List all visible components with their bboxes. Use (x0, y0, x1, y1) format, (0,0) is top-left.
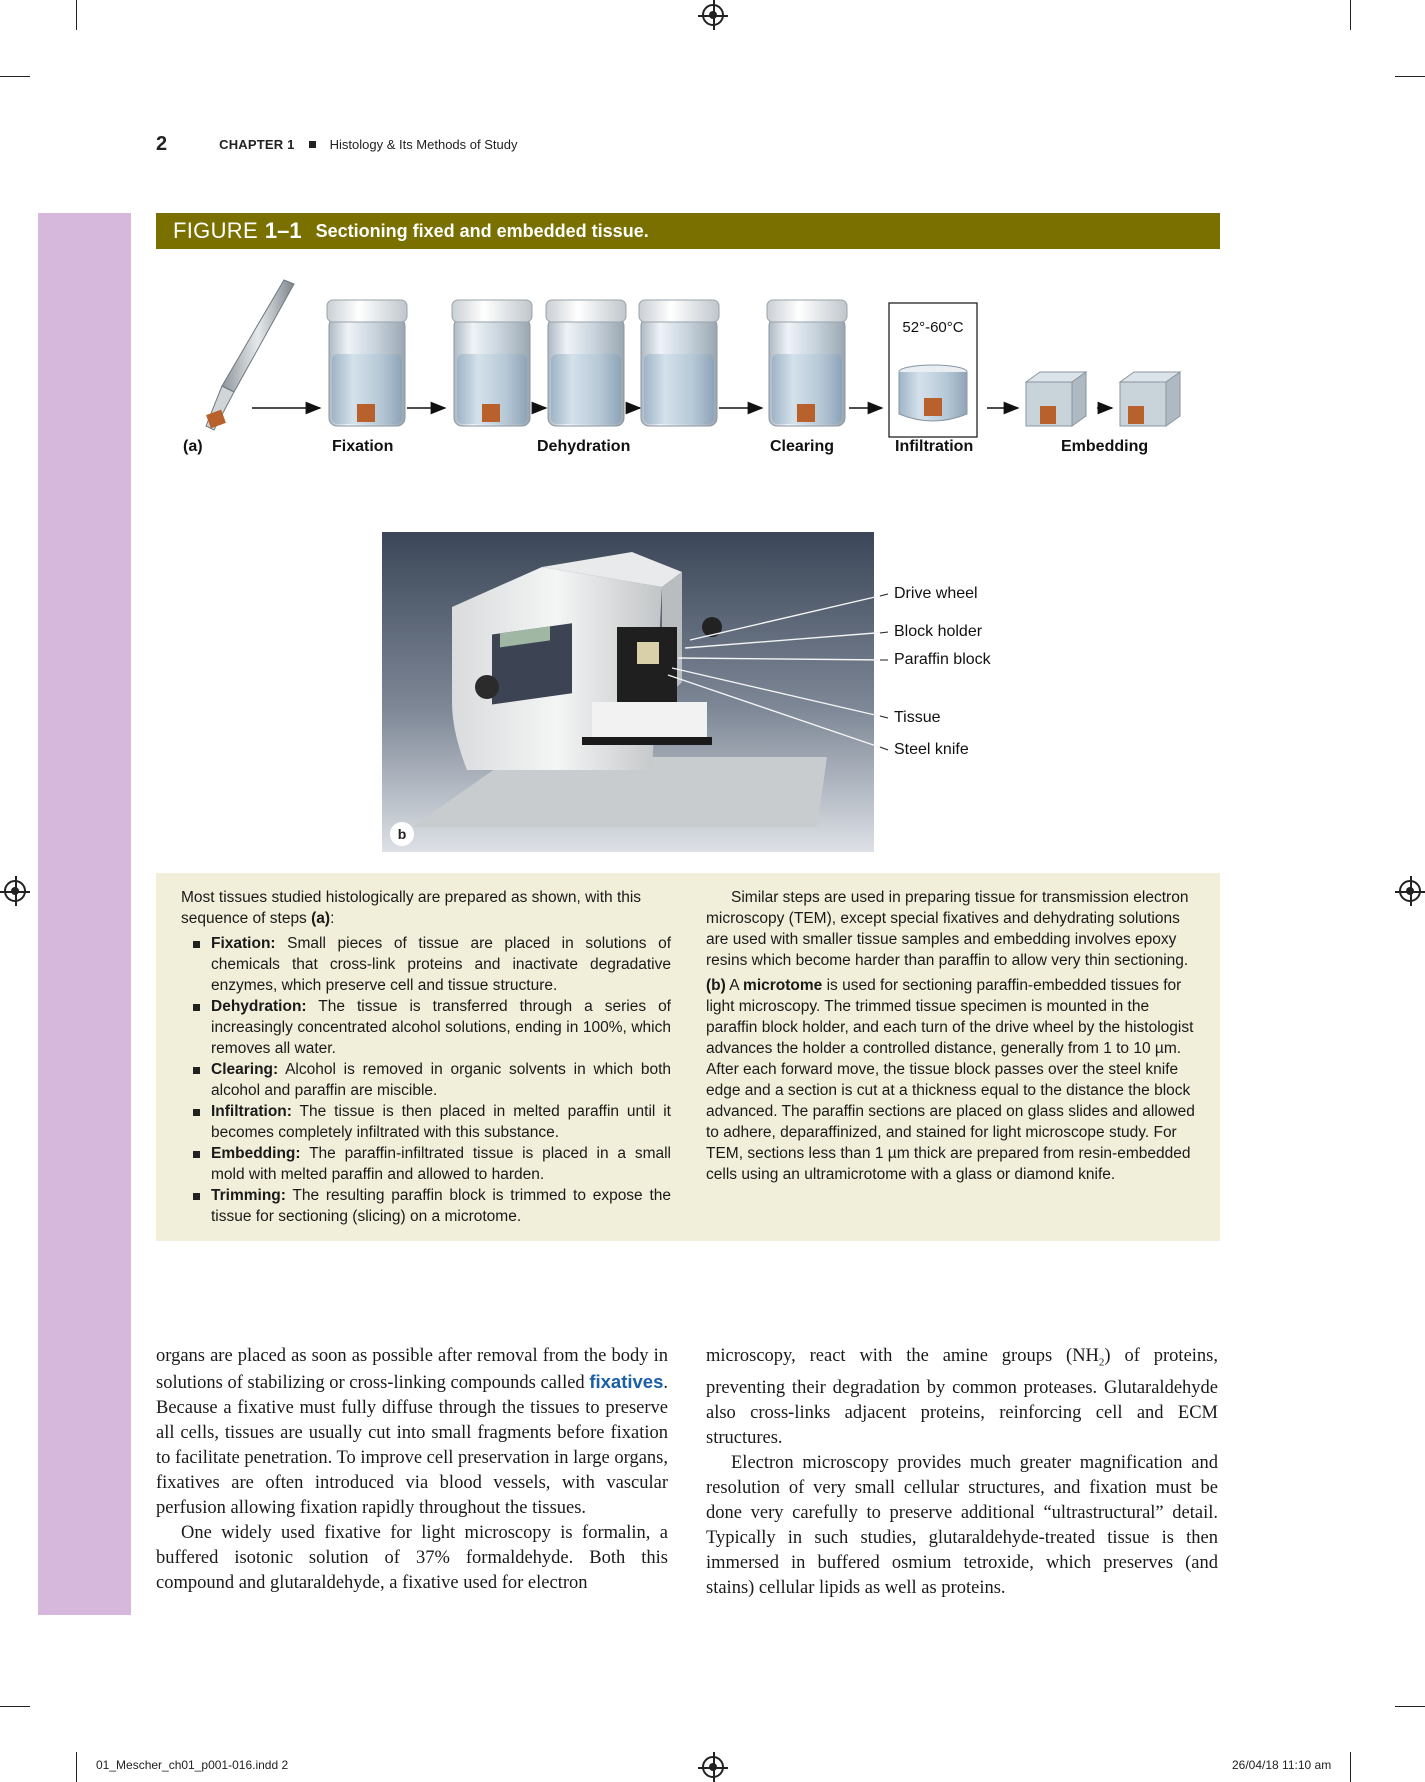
caption-intro: Most tissues studied histologically are prepared as shown, with this sequence of steps (a): (181, 889, 642, 927)
caption-right-column (706, 887, 1201, 1189)
part-b-label: b (390, 822, 414, 846)
callout-drive-wheel: Drive wheel (894, 585, 978, 602)
crop-mark (0, 76, 30, 77)
dehydration-jar-icon (639, 300, 719, 426)
page-number: 2 (156, 132, 168, 155)
chapter-label: CHAPTER 1 (219, 136, 295, 152)
chapter-title: Histology & Its Methods of Study (329, 136, 518, 152)
clearing-jar-icon (767, 300, 847, 426)
step-label-fixation: Fixation (332, 438, 394, 455)
registration-mark-icon (4, 880, 26, 902)
slug-file-name: 01_Mescher_ch01_p001-016.indd 2 (96, 1758, 289, 1772)
embedding-mold-icon (1026, 372, 1086, 426)
tissue-processing-diagram (156, 262, 1220, 442)
body-paragraph: One widely used fixative for light microscopy is formalin, a buffered isotonic solution of 37% formaldehyde. Both this compound and glutaraldehyde, a fixative used for electron (156, 1523, 668, 1593)
list-item: Fixation: Small pieces of tissue are placed in solutions of chemicals that cross-link proteins and inactivate degradative enzymes, which preserve cell and tissue structure. (211, 935, 671, 994)
body-paragraph: organs are placed as soon as possible after removal from the body in solutions of stabilizing or cross-linking compounds called fixatives. Because a fixative must fully diffuse through the tissues to preserve all cells, tissues are usually cut into small fragments before fixation to facilitate penetration. To improve cell preservation in large organs, fixatives are often introduced via blood vessels, with vascular perfusion allowing fixation rapidly throughout the tissues. (156, 1346, 668, 1518)
slug-date: 26/04/18 11:10 am (1232, 1758, 1332, 1772)
caption-tem-paragraph: Similar steps are used in preparing tissue for transmission electron microscopy (TEM), except special fixatives and dehydrating solutions are used with smaller tissue samples and embedding involves epoxy resins which become harder than paraffin to allow very thin sectioning. (706, 889, 1189, 969)
body-left-column (156, 1344, 668, 1596)
fixation-jar-icon (327, 300, 407, 426)
list-item: Infiltration: The tissue is then placed in melted paraffin until it becomes completely infiltrated with this substance. (211, 1103, 671, 1141)
figure-title-bar (156, 213, 1220, 249)
crop-mark (0, 1706, 30, 1707)
list-item: Embedding: The paraffin-infiltrated tissue is placed in a small mold with melted paraffin and allowed to harden. (211, 1145, 671, 1183)
caption-left-column (181, 887, 671, 1227)
dehydration-jar-icon (546, 300, 626, 426)
crop-mark (76, 0, 77, 30)
step-label-embedding: Embedding (1061, 438, 1149, 455)
crop-mark (1395, 1706, 1425, 1707)
crop-mark (1350, 0, 1351, 30)
list-item: Trimming: The resulting paraffin block is trimmed to expose the tissue for sectioning (slicing) on a microtome. (211, 1187, 671, 1225)
part-a-label: (a) (183, 438, 203, 455)
running-head (156, 132, 517, 156)
body-paragraph: Electron microscopy provides much greater magnification and resolution of very small cellular structures, and fixation must be done very carefully to preserve additional “ultrastructural” detail. Typically in such studies, glutaraldehyde-treated tissue is then immersed in buffered osmium tetroxide, which preserves (and stains) cellular lipids as well as proteins. (706, 1452, 1218, 1598)
crop-mark (1395, 76, 1425, 77)
body-right-column (706, 1344, 1218, 1601)
registration-mark-icon (702, 1756, 724, 1778)
figure-number: 1–1 (264, 218, 302, 243)
figure-caption (156, 873, 1220, 1241)
figure-title: Sectioning fixed and embedded tissue. (315, 220, 649, 241)
body-paragraph: microscopy, react with the amine groups $(NH_2)$ of proteins, preventing their degradation by common proteases. Glutaraldehyde also cross-links adjacent proteins, reinforcing cell and ECM structures. (706, 1346, 1218, 1448)
keyword-fixatives: fixatives (589, 1371, 664, 1392)
callout-steel-knife: Steel knife (894, 741, 969, 758)
step-label-infiltration: Infiltration (895, 438, 974, 455)
caption-b-paragraph: (b) A microtome is used for sectioning paraffin-embedded tissues for light microscopy. The trimmed tissue specimen is mounted in the paraffin block holder, and each turn of the drive wheel by the histologist advances the holder a controlled distance, generally from 1 to 10 µm. After each forward move, the tissue block passes over the steel knife edge and a section is cut at a thickness equal to the distance the block advanced. The paraffin sections are placed on glass slides and allowed to adhere, deparaffinized, and stained for light microscope study. For TEM, sections less than 1 µm thick are prepared from resin-embedded cells using an ultramicrotome with a glass or diamond knife. (706, 977, 1195, 1183)
crop-mark (76, 1752, 77, 1782)
dehydration-jar-icon (452, 300, 532, 426)
crop-mark (1350, 1752, 1351, 1782)
callout-leader-lines (640, 580, 890, 760)
step-label-dehydration: Dehydration (537, 438, 631, 455)
purple-margin-bar (38, 213, 131, 1615)
callout-paraffin-block: Paraffin block (894, 651, 991, 668)
square-bullet-icon (309, 141, 316, 148)
caption-step-list (181, 933, 671, 1227)
step-label-clearing: Clearing (770, 438, 835, 455)
figure-word: FIGURE (173, 218, 258, 243)
embedding-mold-icon (1120, 372, 1180, 426)
registration-mark-icon (1399, 880, 1421, 902)
oven-temperature: 52°-60°C (902, 319, 964, 336)
list-item: Dehydration: The tissue is transferred through a series of increasingly concentrated alcohol solutions, ending in 100%, which removes all water. (211, 998, 671, 1057)
list-item: Clearing: Alcohol is removed in organic solvents in which both alcohol and paraffin are miscible. (211, 1061, 671, 1099)
callout-block-holder: Block holder (894, 623, 983, 640)
infiltration-oven-icon (889, 303, 977, 437)
callout-tissue: Tissue (894, 709, 941, 726)
registration-mark-icon (702, 4, 724, 26)
